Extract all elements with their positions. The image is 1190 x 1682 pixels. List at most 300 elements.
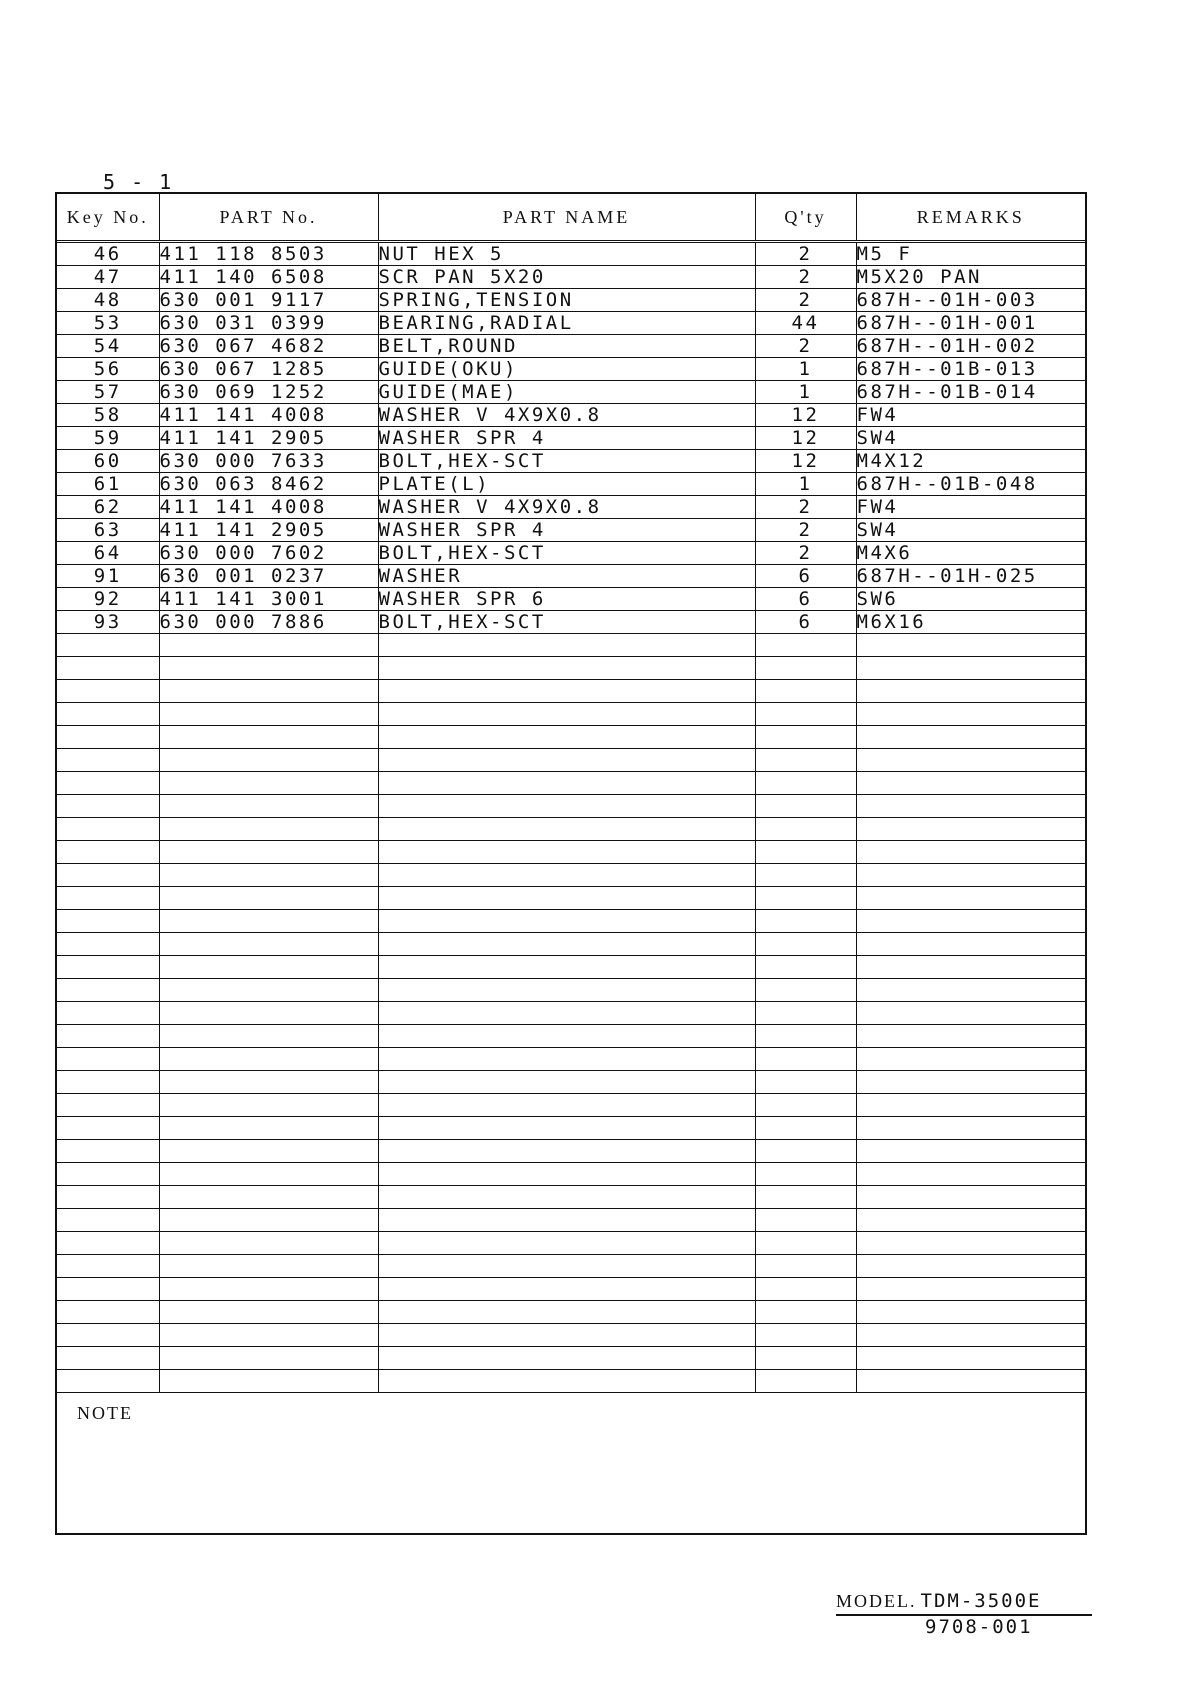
part-no-cell — [159, 1071, 378, 1094]
part-name-cell: WASHER SPR 6 — [378, 588, 755, 611]
remarks-cell: 687H--01B-014 — [856, 381, 1085, 404]
remarks-cell — [856, 703, 1085, 726]
part-no-cell — [159, 1301, 378, 1324]
model-value: TDM-3500E — [920, 1590, 1042, 1612]
qty-cell — [755, 1324, 856, 1347]
qty-cell: 12 — [755, 404, 856, 427]
remarks-cell: FW4 — [856, 404, 1085, 427]
table-row — [57, 1255, 1085, 1278]
part-name-cell — [378, 703, 755, 726]
key-no-cell — [57, 1347, 159, 1370]
part-no-cell — [159, 1186, 378, 1209]
qty-cell — [755, 956, 856, 979]
part-name-cell — [378, 1163, 755, 1186]
remarks-cell — [856, 680, 1085, 703]
table-row — [57, 1117, 1085, 1140]
part-name-cell: BEARING,RADIAL — [378, 312, 755, 335]
key-no-cell — [57, 818, 159, 841]
remarks-cell — [856, 910, 1085, 933]
key-no-cell: 62 — [57, 496, 159, 519]
table-row — [57, 1232, 1085, 1255]
remarks-cell — [856, 657, 1085, 680]
remarks-cell: 687H--01B-013 — [856, 358, 1085, 381]
table-row — [57, 1071, 1085, 1094]
remarks-cell: M5 F — [856, 242, 1085, 266]
part-no-cell — [159, 979, 378, 1002]
part-no-cell: 630 000 7886 — [159, 611, 378, 634]
key-no-cell: 58 — [57, 404, 159, 427]
qty-cell — [755, 1094, 856, 1117]
qty-cell: 6 — [755, 565, 856, 588]
table-row — [57, 1094, 1085, 1117]
part-name-cell: BOLT,HEX-SCT — [378, 542, 755, 565]
part-no-cell: 411 140 6508 — [159, 266, 378, 289]
remarks-cell — [856, 1094, 1085, 1117]
part-name-cell: BELT,ROUND — [378, 335, 755, 358]
remarks-cell: M5X20 PAN — [856, 266, 1085, 289]
qty-cell: 2 — [755, 242, 856, 266]
table-row — [57, 703, 1085, 726]
key-no-cell: 63 — [57, 519, 159, 542]
remarks-cell: M4X12 — [856, 450, 1085, 473]
qty-cell — [755, 657, 856, 680]
key-no-cell: 48 — [57, 289, 159, 312]
part-no-cell — [159, 1094, 378, 1117]
part-name-cell: WASHER V 4X9X0.8 — [378, 496, 755, 519]
table-row — [57, 1163, 1085, 1186]
part-no-cell: 411 141 3001 — [159, 588, 378, 611]
table-row — [57, 565, 1085, 588]
remarks-cell — [856, 749, 1085, 772]
remarks-cell — [856, 772, 1085, 795]
table-row — [57, 381, 1085, 404]
key-no-cell: 60 — [57, 450, 159, 473]
remarks-cell: M6X16 — [856, 611, 1085, 634]
remarks-cell — [856, 1255, 1085, 1278]
part-name-cell — [378, 979, 755, 1002]
part-name-cell — [378, 657, 755, 680]
part-name-cell: WASHER SPR 4 — [378, 519, 755, 542]
part-name-cell: PLATE(L) — [378, 473, 755, 496]
key-no-cell: 64 — [57, 542, 159, 565]
qty-cell — [755, 726, 856, 749]
qty-cell — [755, 1025, 856, 1048]
remarks-cell: 687H--01H-025 — [856, 565, 1085, 588]
part-no-cell: 630 067 1285 — [159, 358, 378, 381]
part-no-cell — [159, 795, 378, 818]
part-no-cell — [159, 841, 378, 864]
key-no-cell — [57, 1301, 159, 1324]
key-no-cell: 47 — [57, 266, 159, 289]
key-no-cell — [57, 1278, 159, 1301]
remarks-cell — [856, 887, 1085, 910]
part-no-cell — [159, 1370, 378, 1393]
part-no-cell: 630 000 7602 — [159, 542, 378, 565]
part-name-cell — [378, 772, 755, 795]
key-no-cell — [57, 795, 159, 818]
key-no-cell — [57, 1163, 159, 1186]
table-row — [57, 496, 1085, 519]
qty-cell — [755, 634, 856, 657]
document-code: 9708-001 — [925, 1616, 1033, 1638]
part-name-cell — [378, 1278, 755, 1301]
table-row — [57, 519, 1085, 542]
table-row — [57, 611, 1085, 634]
key-no-cell — [57, 956, 159, 979]
remarks-cell — [856, 956, 1085, 979]
key-no-cell: 56 — [57, 358, 159, 381]
table-row — [57, 933, 1085, 956]
remarks-cell — [856, 1140, 1085, 1163]
qty-cell — [755, 1232, 856, 1255]
table-row — [57, 887, 1085, 910]
qty-cell — [755, 1117, 856, 1140]
qty-cell: 2 — [755, 542, 856, 565]
part-no-cell: 411 141 4008 — [159, 496, 378, 519]
table-row — [57, 1278, 1085, 1301]
key-no-cell — [57, 772, 159, 795]
part-no-cell — [159, 864, 378, 887]
key-no-cell — [57, 887, 159, 910]
qty-cell — [755, 1140, 856, 1163]
key-no-cell — [57, 910, 159, 933]
part-name-cell: BOLT,HEX-SCT — [378, 450, 755, 473]
part-no-cell: 630 031 0399 — [159, 312, 378, 335]
table-body — [57, 242, 1085, 1393]
part-name-cell — [378, 1347, 755, 1370]
remarks-cell — [856, 1347, 1085, 1370]
table-row — [57, 289, 1085, 312]
key-no-cell: 54 — [57, 335, 159, 358]
header-row — [57, 194, 1085, 242]
key-no-cell — [57, 1255, 159, 1278]
part-no-cell: 411 141 4008 — [159, 404, 378, 427]
key-no-cell — [57, 1140, 159, 1163]
qty-cell — [755, 749, 856, 772]
remarks-cell: 687H--01H-003 — [856, 289, 1085, 312]
part-no-cell — [159, 956, 378, 979]
part-name-cell: WASHER SPR 4 — [378, 427, 755, 450]
remarks-cell: FW4 — [856, 496, 1085, 519]
part-no-cell: 630 063 8462 — [159, 473, 378, 496]
part-no-cell — [159, 887, 378, 910]
table-row — [57, 427, 1085, 450]
table-row — [57, 841, 1085, 864]
table-row — [57, 404, 1085, 427]
remarks-cell — [856, 1324, 1085, 1347]
key-no-cell — [57, 657, 159, 680]
part-no-cell — [159, 1163, 378, 1186]
part-no-cell: 630 067 4682 — [159, 335, 378, 358]
note-label: NOTE — [77, 1403, 133, 1423]
part-name-cell — [378, 680, 755, 703]
key-no-cell — [57, 1324, 159, 1347]
table-row — [57, 242, 1085, 266]
part-name-cell — [378, 1301, 755, 1324]
key-no-cell — [57, 1094, 159, 1117]
part-name-cell — [378, 795, 755, 818]
table-row — [57, 956, 1085, 979]
qty-cell: 12 — [755, 450, 856, 473]
part-name-cell: GUIDE(MAE) — [378, 381, 755, 404]
part-name-cell: GUIDE(OKU) — [378, 358, 755, 381]
remarks-cell: 687H--01B-048 — [856, 473, 1085, 496]
qty-cell — [755, 1163, 856, 1186]
part-name-cell: SCR PAN 5X20 — [378, 266, 755, 289]
part-no-cell — [159, 772, 378, 795]
key-no-cell — [57, 1048, 159, 1071]
qty-cell: 12 — [755, 427, 856, 450]
table-row — [57, 772, 1085, 795]
qty-cell — [755, 680, 856, 703]
qty-cell — [755, 795, 856, 818]
qty-cell — [755, 887, 856, 910]
part-no-cell: 630 001 9117 — [159, 289, 378, 312]
remarks-cell — [856, 1301, 1085, 1324]
key-no-cell: 57 — [57, 381, 159, 404]
part-no-cell: 630 000 7633 — [159, 450, 378, 473]
part-no-cell — [159, 1255, 378, 1278]
key-no-cell — [57, 1186, 159, 1209]
part-no-cell — [159, 1117, 378, 1140]
remarks-cell — [856, 1025, 1085, 1048]
key-no-cell — [57, 703, 159, 726]
qty-cell — [755, 1048, 856, 1071]
qty-cell — [755, 703, 856, 726]
qty-cell: 2 — [755, 266, 856, 289]
key-no-cell — [57, 1370, 159, 1393]
remarks-cell — [856, 795, 1085, 818]
page-number: 5 - 1 — [103, 170, 174, 194]
table-row — [57, 864, 1085, 887]
remarks-cell — [856, 1232, 1085, 1255]
part-name-cell — [378, 841, 755, 864]
model-line — [836, 1590, 1092, 1616]
remarks-cell — [856, 979, 1085, 1002]
table-row — [57, 473, 1085, 496]
part-no-cell — [159, 818, 378, 841]
remarks-cell — [856, 1117, 1085, 1140]
part-no-cell — [159, 1347, 378, 1370]
parts-table — [57, 194, 1085, 1393]
table-row — [57, 1140, 1085, 1163]
part-name-cell: WASHER V 4X9X0.8 — [378, 404, 755, 427]
part-no-cell — [159, 1048, 378, 1071]
part-no-cell: 630 069 1252 — [159, 381, 378, 404]
remarks-cell — [856, 1002, 1085, 1025]
part-name-cell — [378, 818, 755, 841]
part-name-cell — [378, 726, 755, 749]
part-name-cell — [378, 1002, 755, 1025]
qty-cell — [755, 818, 856, 841]
qty-cell: 2 — [755, 289, 856, 312]
part-name-cell — [378, 864, 755, 887]
table-row — [57, 312, 1085, 335]
part-no-cell — [159, 1324, 378, 1347]
qty-cell — [755, 864, 856, 887]
remarks-cell: M4X6 — [856, 542, 1085, 565]
part-name-cell — [378, 1255, 755, 1278]
part-no-cell: 411 141 2905 — [159, 427, 378, 450]
part-name-cell: NUT HEX 5 — [378, 242, 755, 266]
key-no-cell — [57, 634, 159, 657]
qty-cell: 1 — [755, 358, 856, 381]
header-part-name: PART NAME — [378, 194, 755, 242]
part-name-cell — [378, 1370, 755, 1393]
remarks-cell — [856, 1163, 1085, 1186]
key-no-cell: 92 — [57, 588, 159, 611]
key-no-cell — [57, 979, 159, 1002]
table-row — [57, 450, 1085, 473]
part-no-cell — [159, 910, 378, 933]
table-row — [57, 1301, 1085, 1324]
note-area — [57, 1393, 1085, 1533]
key-no-cell: 59 — [57, 427, 159, 450]
qty-cell — [755, 1186, 856, 1209]
qty-cell — [755, 1209, 856, 1232]
remarks-cell — [856, 1071, 1085, 1094]
table-row — [57, 1347, 1085, 1370]
part-no-cell — [159, 680, 378, 703]
part-name-cell — [378, 1186, 755, 1209]
table-row — [57, 726, 1085, 749]
qty-cell — [755, 1347, 856, 1370]
part-no-cell — [159, 1209, 378, 1232]
key-no-cell — [57, 680, 159, 703]
qty-cell — [755, 1002, 856, 1025]
remarks-cell — [856, 726, 1085, 749]
qty-cell — [755, 1071, 856, 1094]
part-no-cell — [159, 1140, 378, 1163]
qty-cell — [755, 910, 856, 933]
qty-cell: 6 — [755, 611, 856, 634]
table-row — [57, 979, 1085, 1002]
qty-cell — [755, 841, 856, 864]
table-row — [57, 588, 1085, 611]
part-no-cell: 411 118 8503 — [159, 242, 378, 266]
table-row — [57, 1025, 1085, 1048]
remarks-cell — [856, 1370, 1085, 1393]
part-no-cell — [159, 657, 378, 680]
key-no-cell — [57, 933, 159, 956]
remarks-cell — [856, 634, 1085, 657]
qty-cell: 1 — [755, 381, 856, 404]
remarks-cell: SW6 — [856, 588, 1085, 611]
part-no-cell: 630 001 0237 — [159, 565, 378, 588]
parts-list-sheet — [55, 192, 1087, 1535]
key-no-cell: 53 — [57, 312, 159, 335]
qty-cell: 2 — [755, 496, 856, 519]
part-name-cell — [378, 1117, 755, 1140]
qty-cell: 44 — [755, 312, 856, 335]
remarks-cell: SW4 — [856, 427, 1085, 450]
key-no-cell — [57, 1002, 159, 1025]
part-name-cell — [378, 1324, 755, 1347]
table-row — [57, 795, 1085, 818]
key-no-cell — [57, 726, 159, 749]
table-row — [57, 266, 1085, 289]
part-no-cell — [159, 749, 378, 772]
key-no-cell: 91 — [57, 565, 159, 588]
key-no-cell — [57, 1025, 159, 1048]
part-name-cell: SPRING,TENSION — [378, 289, 755, 312]
table-row — [57, 358, 1085, 381]
table-row — [57, 1370, 1085, 1393]
part-no-cell — [159, 634, 378, 657]
remarks-cell: SW4 — [856, 519, 1085, 542]
key-no-cell — [57, 749, 159, 772]
header-part-no: PART No. — [159, 194, 378, 242]
part-name-cell — [378, 1209, 755, 1232]
qty-cell: 6 — [755, 588, 856, 611]
part-name-cell: WASHER — [378, 565, 755, 588]
remarks-cell — [856, 933, 1085, 956]
qty-cell — [755, 1255, 856, 1278]
part-no-cell — [159, 1002, 378, 1025]
qty-cell — [755, 1301, 856, 1324]
key-no-cell: 46 — [57, 242, 159, 266]
table-row — [57, 910, 1085, 933]
remarks-cell: 687H--01H-001 — [856, 312, 1085, 335]
remarks-cell — [856, 1186, 1085, 1209]
part-no-cell: 411 141 2905 — [159, 519, 378, 542]
part-name-cell — [378, 1140, 755, 1163]
header-qty: Q'ty — [755, 194, 856, 242]
remarks-cell — [856, 841, 1085, 864]
part-name-cell — [378, 1071, 755, 1094]
table-row — [57, 335, 1085, 358]
remarks-cell — [856, 1209, 1085, 1232]
key-no-cell — [57, 1071, 159, 1094]
qty-cell — [755, 1370, 856, 1393]
table-row — [57, 1324, 1085, 1347]
part-no-cell — [159, 1278, 378, 1301]
table-row — [57, 680, 1085, 703]
qty-cell — [755, 933, 856, 956]
qty-cell — [755, 1278, 856, 1301]
header-key-no: Key No. — [57, 194, 159, 242]
key-no-cell: 93 — [57, 611, 159, 634]
qty-cell: 1 — [755, 473, 856, 496]
qty-cell — [755, 772, 856, 795]
key-no-cell — [57, 1117, 159, 1140]
remarks-cell — [856, 1048, 1085, 1071]
part-no-cell — [159, 933, 378, 956]
model-label: MODEL. — [836, 1591, 917, 1611]
table-row — [57, 818, 1085, 841]
table-row — [57, 1186, 1085, 1209]
qty-cell — [755, 979, 856, 1002]
part-name-cell: BOLT,HEX-SCT — [378, 611, 755, 634]
remarks-cell — [856, 1278, 1085, 1301]
header-remarks: REMARKS — [856, 194, 1085, 242]
part-name-cell — [378, 1048, 755, 1071]
key-no-cell — [57, 841, 159, 864]
table-row — [57, 1209, 1085, 1232]
part-name-cell — [378, 1232, 755, 1255]
part-no-cell — [159, 1232, 378, 1255]
remarks-cell: 687H--01H-002 — [856, 335, 1085, 358]
part-name-cell — [378, 749, 755, 772]
part-no-cell — [159, 1025, 378, 1048]
key-no-cell: 61 — [57, 473, 159, 496]
key-no-cell — [57, 1232, 159, 1255]
part-name-cell — [378, 933, 755, 956]
table-row — [57, 634, 1085, 657]
table-row — [57, 542, 1085, 565]
remarks-cell — [856, 864, 1085, 887]
part-no-cell — [159, 726, 378, 749]
